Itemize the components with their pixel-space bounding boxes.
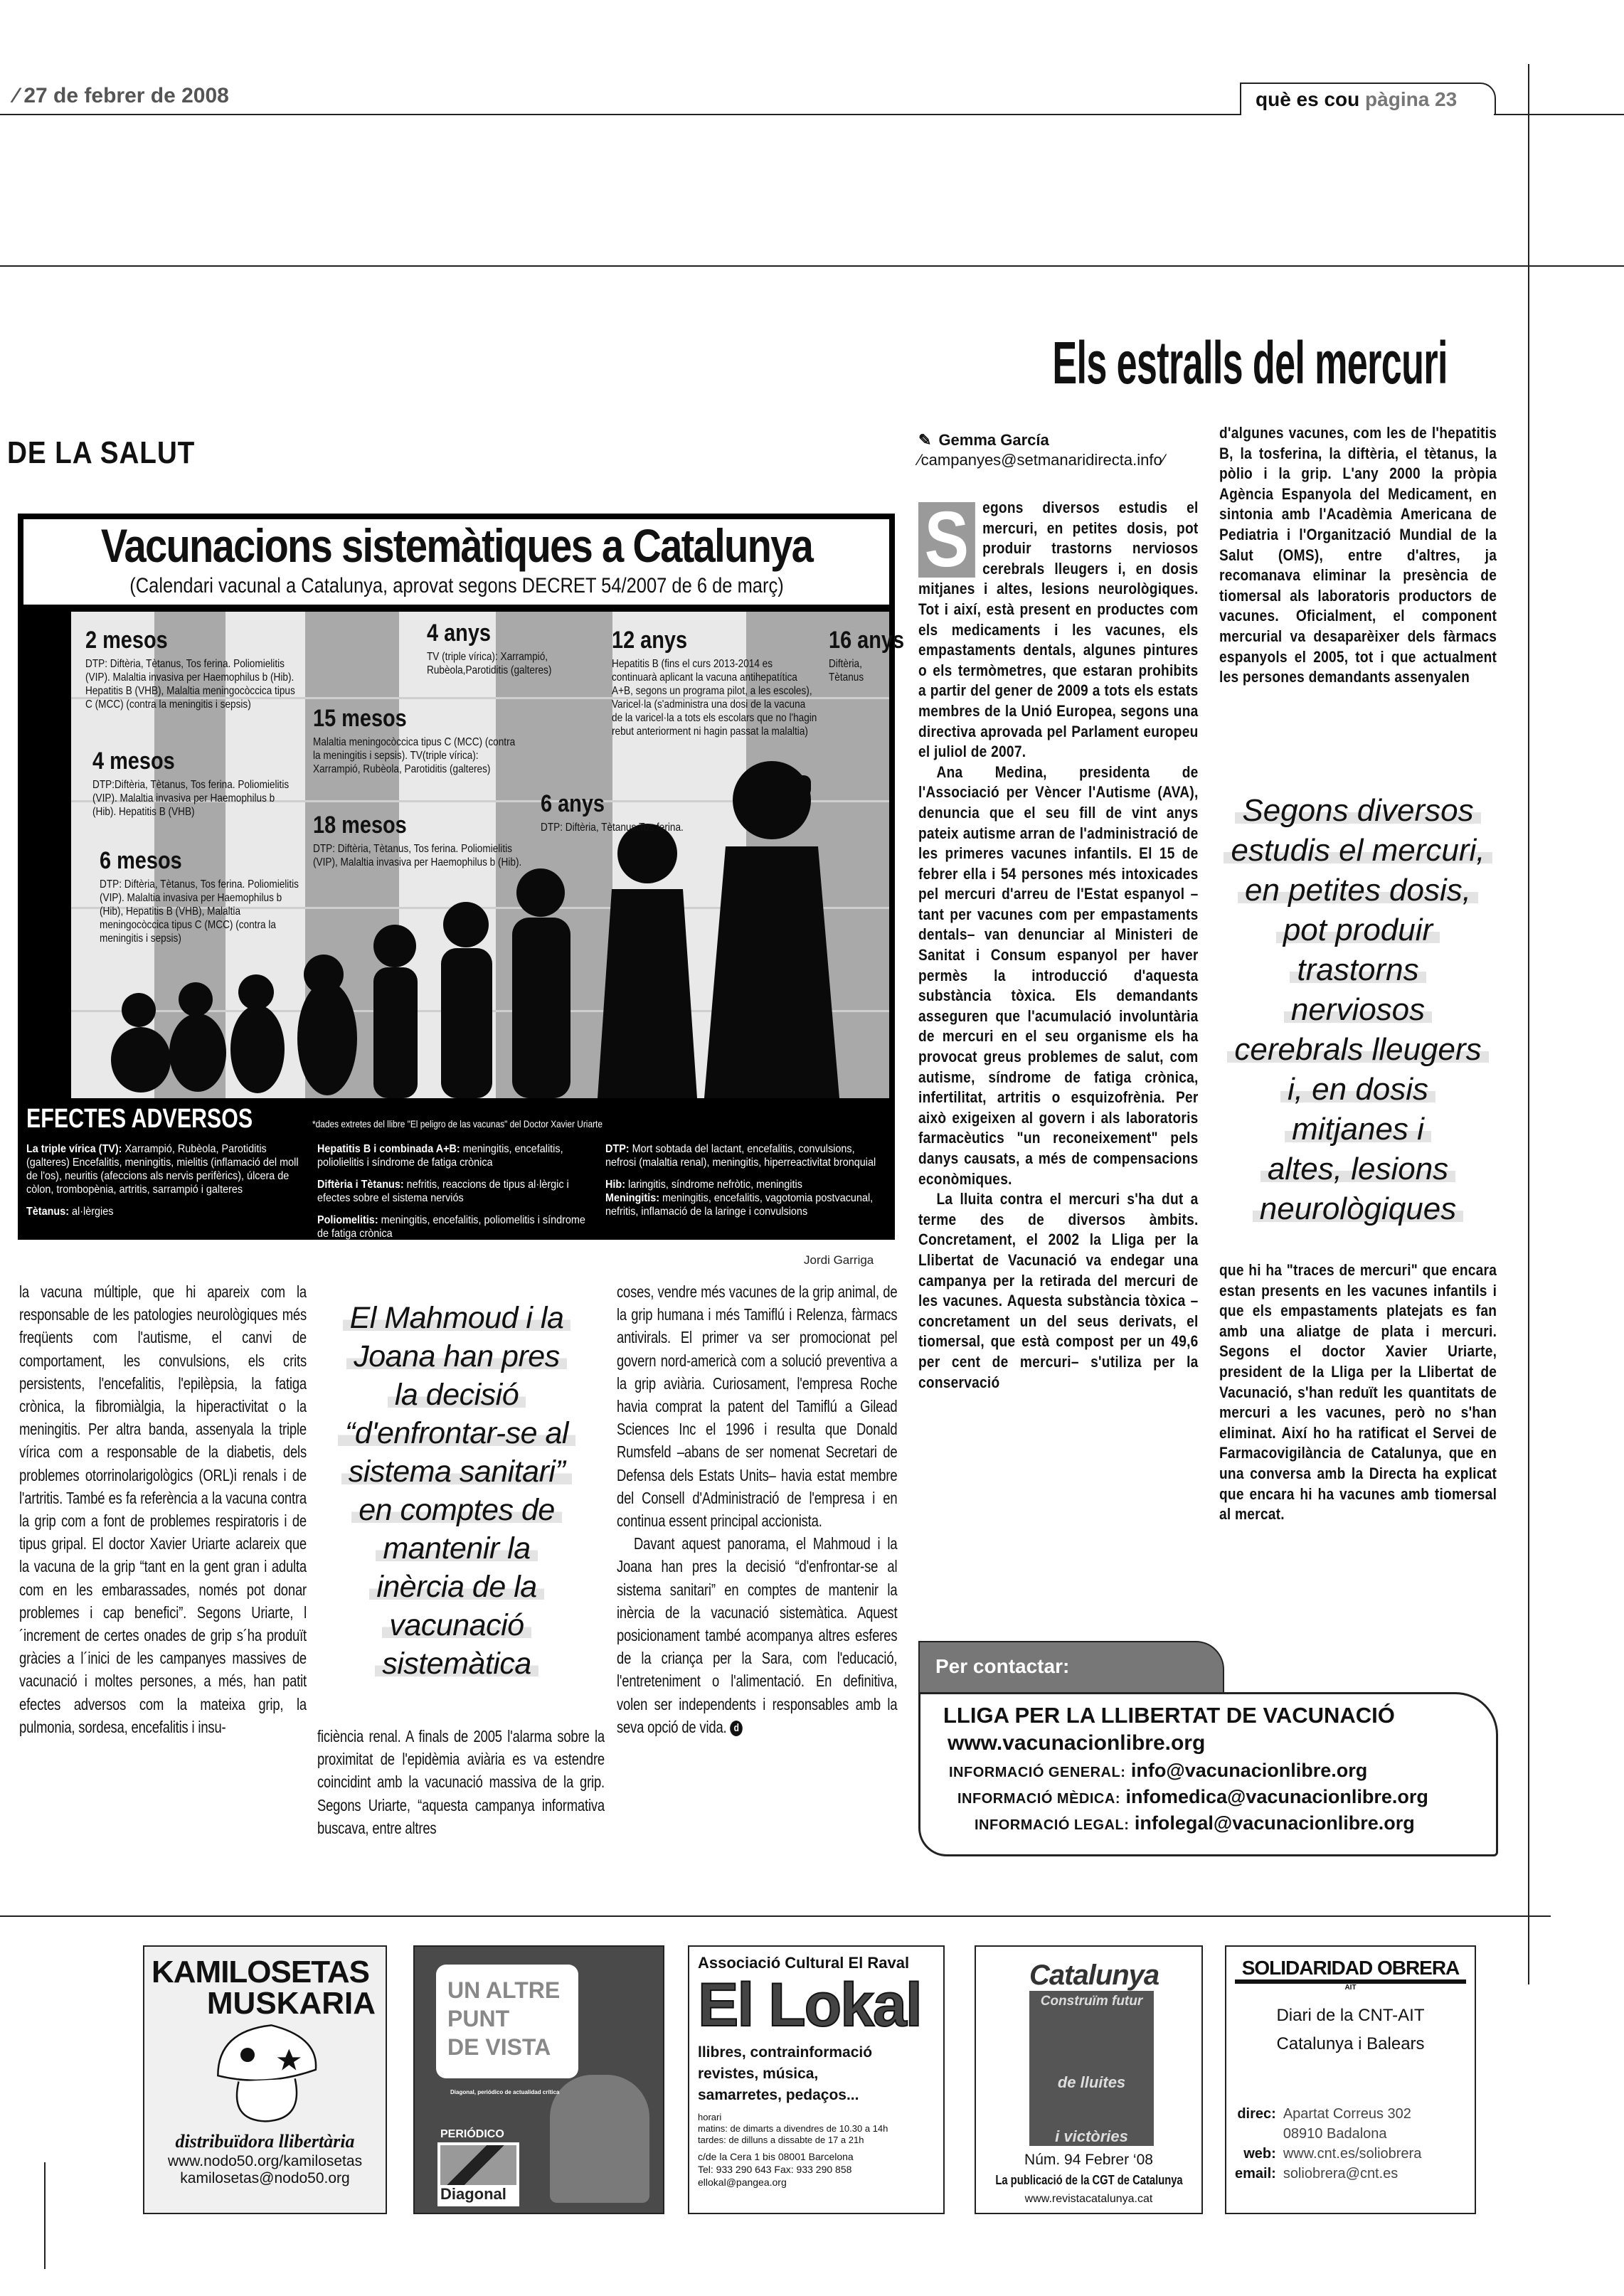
ad-diagonal[interactable]: UN ALTRE PUNT DE VISTA Diagonal, periódico de actualidad crítica PERIÓDICO Diagonal (413, 1945, 664, 2214)
issue-date: ⁄ 27 de febrer de 2008 (14, 84, 229, 107)
age-label: 15 mesos (313, 705, 407, 732)
child-photo (550, 2075, 649, 2203)
ad-kamilosetas[interactable]: KAMILOSETAS MUSKARIA distribuïdora llibertària www.nodo50.org/kamilosetas kamilosetas@nodo50.org (143, 1945, 387, 2214)
section-name: què es cou (1256, 88, 1360, 110)
paragraph: egons diversos estudis el mercuri, en petites dosis, pot produir trastorns nerviosos cerebrals lleugers i, en dosis mitjanes i altes, lesions neurològiques. Tot i així, està present en productes com els medicaments i les vacunes, els empastaments dentals, algunes pintures o els termòmetres, que estaran prohibits a partir del gener de 2009 a tots els estats membres de la Unió Europea, segons una directiva aprovada pel Parlament europeu el juliol de 2007. (918, 499, 1199, 761)
article-title: Els estralls del mercuri (1052, 329, 1448, 396)
pull-quote-line: sistemàtica (375, 1647, 538, 1681)
effects-column: DTP: Mort sobtada del lactant, encefalitis, convulsions, nefrosi (malaltia renal), meningitis, hiperreactivitat bronquial Hib: laringitis, síndrome nefròtic, meningitis Meningitis: meningitis, encefalitis, vagotomia postvacunal, nefritis, inflamació de la laringe i convulsions (605, 1143, 876, 1218)
pull-quote-line: en petites dosis, (1238, 873, 1478, 908)
email-link[interactable]: infomedica@vacunacionlibre.org (1125, 1786, 1428, 1807)
vaccine-list: Hepatitis B (fins el curs 2013-2014 es continuarà aplicant la vacuna antihepatítica A+B, segons un programa pilot, a les escoles), Varicel·la (s'administra una dosi de la vacuna de la varicel·la a tots els escolars que no l'hagin rebut anteriorment ni hagin passat la malaltia) (612, 658, 817, 738)
contact-row: INFORMACIÓ MÈDICA: infomedica@vacunacionlibre.org (957, 1786, 1428, 1807)
page-number: pàgina 23 (1365, 88, 1458, 110)
pull-quote (1219, 791, 1497, 1229)
pull-quote-line: “d'enfrontar-se al (338, 1416, 575, 1450)
pull-quote-line: altes, lesions (1261, 1152, 1455, 1186)
pull-quote-line: mitjanes i (1285, 1112, 1431, 1147)
vaccine-list: Malaltia meningocòccica tipus C (MCC) (contra la meningitis i sepsis). TV(triple vírica): Xarrampió, Rubèola, Parotiditis (galteres) (313, 736, 516, 775)
paragraph: la vacuna múltiple, que hi apareix com la responsable de les patologies neurològiques més freqüents com l'autisme, el canvi de comportament, les convulsions, els crits persistents, l'encefalitis, l'epilèpsia, la fatiga crònica, la fibromiàlgia, la hiperactivitat o la meningitis. Per altra banda, assenyala la triple vírica com a responsable de la diabetis, dels problemes otorrinolarigològics (ORL)i renals i de l'artritis. També es fa referència a la vacuna contra la grip com a font de problemes respiratoris i de tipus gripal. El doctor Xavier Uriarte aclareix que la vacuna de la grip “tant en la gent gran i adulta com en les embarassades, només pot donar problemes i cap benefici”. Segons Uriarte, l´increment de certes onades de grip s´ha produït gràcies a l´inici de les campanyes massives de vacunació i moltes persones, a més, han patit efectes adversos com la mateixa grip, la pulmonia, sordesa, encefalitis i insu- (19, 1282, 307, 1736)
byline (918, 430, 1164, 470)
paragraph: coses, vendre més vacunes de la grip animal, de la grip humana i més Tamiflú i Relenza, fàrmacs antivirals. El primer va ser promocionat pel govern nord-americà com a solució preventiva a la grip aviària. Curiosament, l'empresa Roche havia comprat la patent del Tamiflú a Gilead Sciences Inc el 1996 i resulta que Donald Rumsfeld –abans de ser nomenat Secretari de Defensa dels Estats Units– havia estat membre del Consell d'Administració de l'empresa i en continua essent principal accionista. (617, 1282, 898, 1531)
ad-el-lokal[interactable]: Associació Cultural El Raval El Lokal llibres, contrainformació revistes, música, samarretes, pedaços... horari matins: de dimarts a divendres de 10.30 a 14h tardes: de dilluns a dissabte de 17 a 21h c/de la Cera 1 bis 08001 Barcelona Tel: 933 290 643 Fax: 933 290 858 ellokal@pangea.org (688, 1945, 945, 2214)
contact-row: INFORMACIÓ GENERAL: info@vacunacionlibre.org (949, 1760, 1368, 1781)
article-column-2-continued (1219, 1260, 1497, 1525)
contact-table: direc: Apartat Correus 302 08910 Badalona web: www.cnt.es/soliobrera email: soliobrera@cnt.es (1235, 2106, 1422, 2181)
ad-headline: UN ALTRE PUNT DE VISTA (436, 1965, 578, 2078)
margin-rule (1528, 64, 1529, 1984)
pull-quote-line: en comptes de (351, 1493, 562, 1527)
effects-note: *dades extretes del llibre "El peligro de las vacunas" del Doctor Xavier Uriarte (312, 1118, 603, 1130)
pull-quote-line: Joana han pres (346, 1339, 566, 1373)
left-column-b (317, 1725, 605, 1839)
pull-quote-line: estudis el mercuri, (1224, 833, 1492, 868)
vaccine-list: DTP:Diftèria, Tètanus, Tos ferina. Poliomielitis (VIP). Malaltia invasiva per Haemophilus b (Hib). Hepatitis B (VHB) (92, 779, 290, 818)
diagonal-logo: Diagonal (437, 2142, 519, 2206)
age-label: 18 mesos (313, 812, 407, 839)
paragraph: que hi ha "traces de mercuri" que encara estan presents en les vacunes infantils i que els empastaments platejats es fan amb una aliatge de plata i mercuri. Segons el doctor Xavier Uriarte, president de la Lliga per la Llibertat de Vacunació, s'han reduït les quantitats de mercuri a les vacunes, però no s'han eliminat. Així ho ha ratificat el Servei de Farmacovigilància de Catalunya, que en una conversa amb la Directa ha explicat que encara hi ha vacunes amb tiomersal al mercat. (1219, 1261, 1497, 1524)
paragraph: ficiència renal. A finals de 2005 l'alarma sobre la proximitat de l'epidèmia aviària es va estendre coincidint amb la vacunació massiva de la grip. Segons Uriarte, “aquesta campanya informativa buscava, entre altres (317, 1727, 605, 1837)
age-label: 12 anys (612, 627, 688, 654)
infographic-title: Vacunacions sistemàtiques a Catalunya (100, 519, 812, 572)
left-column-a (19, 1280, 307, 1738)
ads-rule (0, 1915, 1551, 1917)
effects-column: Hepatitis B i combinada A+B: meningitis, encefalitis, poliolielitis i síndrome de fatiga crònica Diftèria i Tètanus: nefritis, reaccions de tipus al·lèrgic i efectes sobre el sistema nerviós Poliomelitis: meningitis, encefalitis, poliomelitis i síndrome de fatiga crònica (317, 1143, 585, 1240)
section-rule (0, 265, 1624, 267)
page-tab (1240, 83, 1496, 115)
mushroom-illustration (201, 2019, 329, 2126)
vaccine-list: TV (triple vírica): Xarrampió, Rubèola,Parotiditis (galteres) (427, 651, 552, 676)
left-column-c (617, 1280, 897, 1738)
pull-quote-line: mantenir la (376, 1531, 537, 1566)
age-label: 6 mesos (100, 847, 182, 874)
contact-details (918, 1692, 1498, 1856)
email-link[interactable]: infolegal@vacunacionlibre.org (1134, 1812, 1415, 1834)
pull-quote (313, 1299, 600, 1683)
age-label: 6 anys (541, 790, 605, 817)
drop-cap: S (918, 502, 975, 578)
contact-website-link[interactable]: www.vacunacionlibre.org (948, 1731, 1206, 1755)
infographic-subtitle: (Calendari vacunal a Catalunya, aprovat segons DECRET 54/2007 de 6 de març) (129, 574, 784, 597)
email-link[interactable]: info@vacunacionlibre.org (1130, 1760, 1368, 1781)
photo-credit: Jordi Garriga (804, 1253, 874, 1267)
age-groups (71, 612, 905, 1098)
pull-quote-line: i, en dosis (1280, 1072, 1435, 1107)
vaccine-list: DTP: Diftèria, Tètanus, Tos ferina. Poliomielitis (VIP), Malaltia invasiva per Haemophilus b (Hib). (313, 843, 522, 868)
header-rule-right (1494, 114, 1624, 115)
pull-quote-line: Segons diversos (1235, 793, 1480, 828)
adverse-effects-panel (18, 1098, 895, 1240)
article-column-2 (1219, 423, 1497, 688)
vaccine-list: Diftèria, Tètanus (829, 658, 864, 684)
effects-title: EFECTES ADVERSOS (26, 1104, 253, 1134)
age-label: 16 anys (829, 627, 905, 654)
pull-quote-line: nerviosos (1284, 992, 1432, 1027)
effects-column: La triple vírica (TV): Xarrampió, Rubèola, Parotiditis (galteres) Encefalitis, meningitis, mielitis (inflamació del moll de l'os), neuritis (afeccions als nervis perifèrics), úlcera de còlon, trombopènia, artritis, sarrampió i galteres Tètanus: al·lèrgies (26, 1143, 299, 1218)
paragraph: Davant aquest panorama, el Mahmoud i la Joana han pres la decisió “d'enfrontar-se al sistema sanitari” en comptes de mantenir la inèrcia de la vacunació sistemàtica. Aquest posicionament també acompanya altres esferes de la criança per la Sara, com l'educació, l'entreteniment o l'alimentació. En definitiva, volen ser independents i responsables amb la seva opció de vida. d (617, 1534, 898, 1736)
paragraph: d'algunes vacunes, com les de l'hepatitis B, la tosferina, la diftèria, el tètanus, la pòlio i la grip. L'any 2000 la pròpia Agència Espanyola del Medicament, en sintonia amb l'Acadèmia Americana de Pediatria i l'Organització Mundial de la Salut (OMS), entre d'altres, ja recomanava eliminar la presència de tiomersal als laboratoris productors de vacunes. Oficialment, el component mercurial va desaparèixer dels fàrmacs espanyols el 2005, tot i que actualment les persones demandants assenyalen (1219, 424, 1497, 686)
vaccine-list: DTP: Diftèria, Tètanus,Tos ferina. (541, 822, 684, 834)
header-rule (0, 114, 1241, 115)
contact-heading: Per contactar: (918, 1641, 1224, 1695)
pen-icon (918, 431, 938, 449)
age-label: 2 mesos (85, 627, 168, 654)
paragraph: La lluita contra el mercuri s'ha dut a terme des de diversos àmbits. Concretament, el 2002 la Lliga per la Llibertat de Vacunació va endegar una campanya per la retirada del mercuri de les vacunes. Aquesta substància tòxica –concretament un del seus derivats, el tiomersal, que està compost per un 49,6 per cent de mercuri– s'utiliza per la conservació (918, 1190, 1199, 1391)
directa-end-mark-icon: d (730, 1721, 743, 1736)
contact-org: LLIGA PER LA LLIBERTAT DE VACUNACIÓ (943, 1703, 1395, 1728)
pull-quote-line: cerebrals lleugers (1227, 1032, 1488, 1067)
section-title: DE LA SALUT (7, 435, 196, 470)
magazine-cover: Catalunya Construïm futur de lluites i victòries (1029, 1960, 1159, 2145)
ad-revista-catalunya[interactable]: Catalunya Construïm futur de lluites i victòries Núm. 94 Febrer ‘08 La publicació de la CGT de Catalunya www.revistacatalunya.cat (975, 1945, 1203, 2214)
vaccination-infographic (18, 514, 905, 1240)
author-name: Gemma García (938, 431, 1049, 449)
pull-quote-line: la decisió (388, 1378, 526, 1412)
vaccine-list: DTP: Diftèria, Tètanus, Tos ferina. Poliomielitis (VIP). Malaltia invasiva per Haemophilus b (Hib). Hepatitis B (VHB), Malaltia meningocòccica tipus C (MCC) (contra la meningitis i sepsis) (85, 658, 295, 711)
contact-box (918, 1641, 1498, 1856)
pull-quote-line: inèrcia de la (369, 1570, 543, 1604)
pull-quote-line: trastorns (1290, 952, 1426, 987)
ad-solidaridad-obrera[interactable]: SOLIDARIDAD OBRERA AIT Diari de la CNT-AIT Catalunya i Balears direc: Apartat Correus 302 08910 Badalona web: www.cnt.es/soliobrera email: soliobrera@cnt.es (1225, 1945, 1476, 2214)
article-column-1 (918, 498, 1199, 1393)
paragraph: Ana Medina, presidenta de l'Associació per Vèncer l'Autisme (AVA), denuncia que el seu fill de vint anys pateix autisme arran de l'administració de les primeres vacunes infantils. El 15 de febrer ella i 54 persones més intoxicades pel mercuri d'arreu de l'Estat espanyol –tant per vacunes com per empastaments dentals– van denunciar al Ministeri de Sanitat i Consum espanyol per haver permès la introducció d'aquesta substància tòxica. Els demandants asseguren que l'acumulació involuntària de mercuri en el seu organisme els ha provocat greus problemes de salut, com autisme, síndrome de fatiga crònica, infertilitat, artritis o esquizofrènia. Per això exigeixen al govern i als laboratoris farmacèutics "un reconeixement" pels danys causats, a més de compensacions econòmiques. (918, 762, 1199, 1188)
pull-quote-line: sistema sanitari” (341, 1455, 573, 1489)
author-email: ⁄campanyes@setmanaridirecta.info⁄ (918, 451, 1165, 469)
age-label: 4 mesos (92, 748, 175, 775)
pull-quote-line: El Mahmoud i la (343, 1301, 571, 1335)
pull-quote-line: vacunació (382, 1608, 531, 1642)
pull-quote-line: pot produir (1276, 913, 1440, 947)
crop-mark (44, 2162, 46, 2269)
infographic-header (23, 519, 889, 605)
contact-row: INFORMACIÓ LEGAL: infolegal@vacunacionlibre.org (975, 1812, 1415, 1834)
pull-quote-line: neurològiques (1253, 1191, 1463, 1226)
age-label: 4 anys (427, 620, 491, 647)
vaccine-list: DTP: Diftèria, Tètanus, Tos ferina. Poliomielitis (VIP). Malaltia invasiva per Haemophilus b (Hib), Hepatitis B (VHB), Malaltia meningocòccica tipus C (MCC) (contra la meningitis i sepsis) (100, 878, 299, 945)
